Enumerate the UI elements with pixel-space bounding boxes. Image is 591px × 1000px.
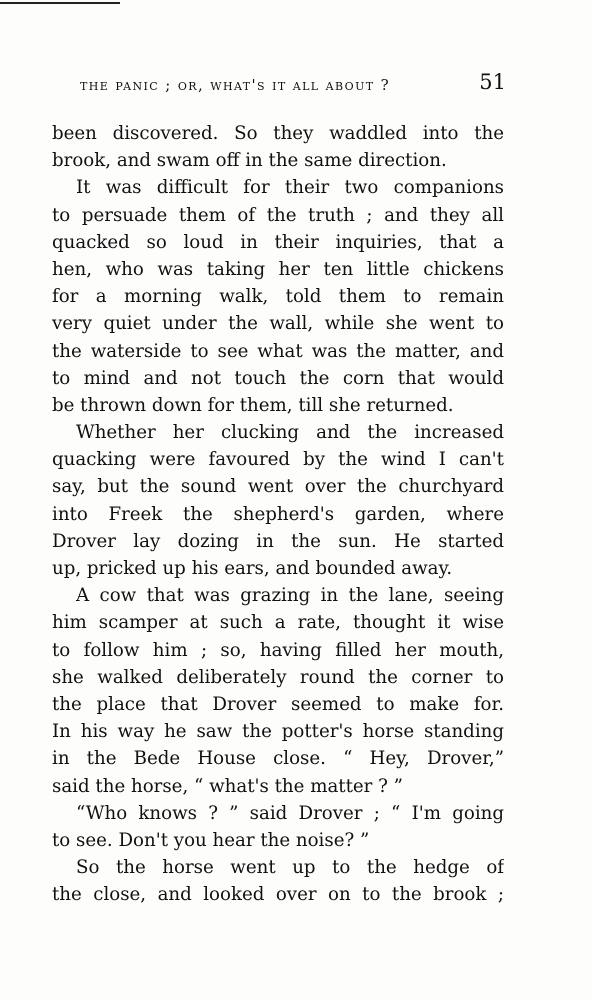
text-line: brook, and swam off in the same direction.	[52, 150, 447, 172]
paragraph-first-line: A cow that was grazing in the lane, seeing	[76, 585, 504, 607]
text-line: said the horse, “ what's the matter ? ”	[52, 775, 403, 797]
paragraph-first-line: So the horse went up to the hedge of	[76, 857, 504, 879]
text-line: the waterside to see what was the matter, and	[52, 340, 504, 362]
text-line: the close, and looked over on to the brook ;	[52, 884, 504, 906]
running-head	[80, 70, 506, 100]
page-number: 51	[479, 70, 506, 94]
paragraph-first-line: It was difficult for their two companions	[76, 177, 504, 199]
body-text	[52, 120, 504, 908]
text-line: be thrown down for them, till she returned.	[52, 394, 454, 416]
text-line: into Freek the shepherd's garden, where	[52, 503, 504, 525]
text-line: been discovered. So they waddled into the	[52, 123, 504, 144]
text-line: she walked deliberately round the corner to	[52, 666, 504, 688]
text-line: In his way he saw the potter's horse standing	[52, 721, 504, 743]
text-line: in the Bede House close. “ Hey, Drover,”	[52, 748, 504, 770]
text-line: hen, who was taking her ten little chickens	[52, 258, 504, 280]
text-line: to persuade them of the truth ; and they all	[52, 204, 504, 226]
text-line: Drover lay dozing in the sun. He started	[52, 530, 504, 552]
text-line: up, pricked up his ears, and bounded away.	[52, 558, 453, 579]
running-title: the panic ; or, what's it all about ?	[80, 76, 391, 94]
text-line: to see. Don't you hear the noise? ”	[52, 829, 370, 851]
paragraph-first-line: Whether her clucking and the increased	[76, 422, 504, 444]
text-line: say, but the sound went over the churchyard	[52, 476, 504, 498]
text-line: to follow him ; so, having filled her mouth,	[52, 639, 504, 661]
text-line: quacked so loud in their inquiries, that a	[52, 231, 504, 253]
text-line: him scamper at such a rate, thought it wise	[52, 612, 504, 634]
text-line: the place that Drover seemed to make for.	[52, 693, 504, 715]
paragraph-first-line: “Who knows ? ” said Drover ; “ I'm going	[76, 802, 504, 824]
text-line: for a morning walk, told them to remain	[52, 286, 504, 308]
text-line: very quiet under the wall, while she went to	[52, 313, 504, 335]
text-line: to mind and not touch the corn that would	[52, 367, 504, 389]
text-line: quacking were favoured by the wind I can't	[52, 449, 504, 471]
top-edge-rule	[0, 2, 120, 4]
